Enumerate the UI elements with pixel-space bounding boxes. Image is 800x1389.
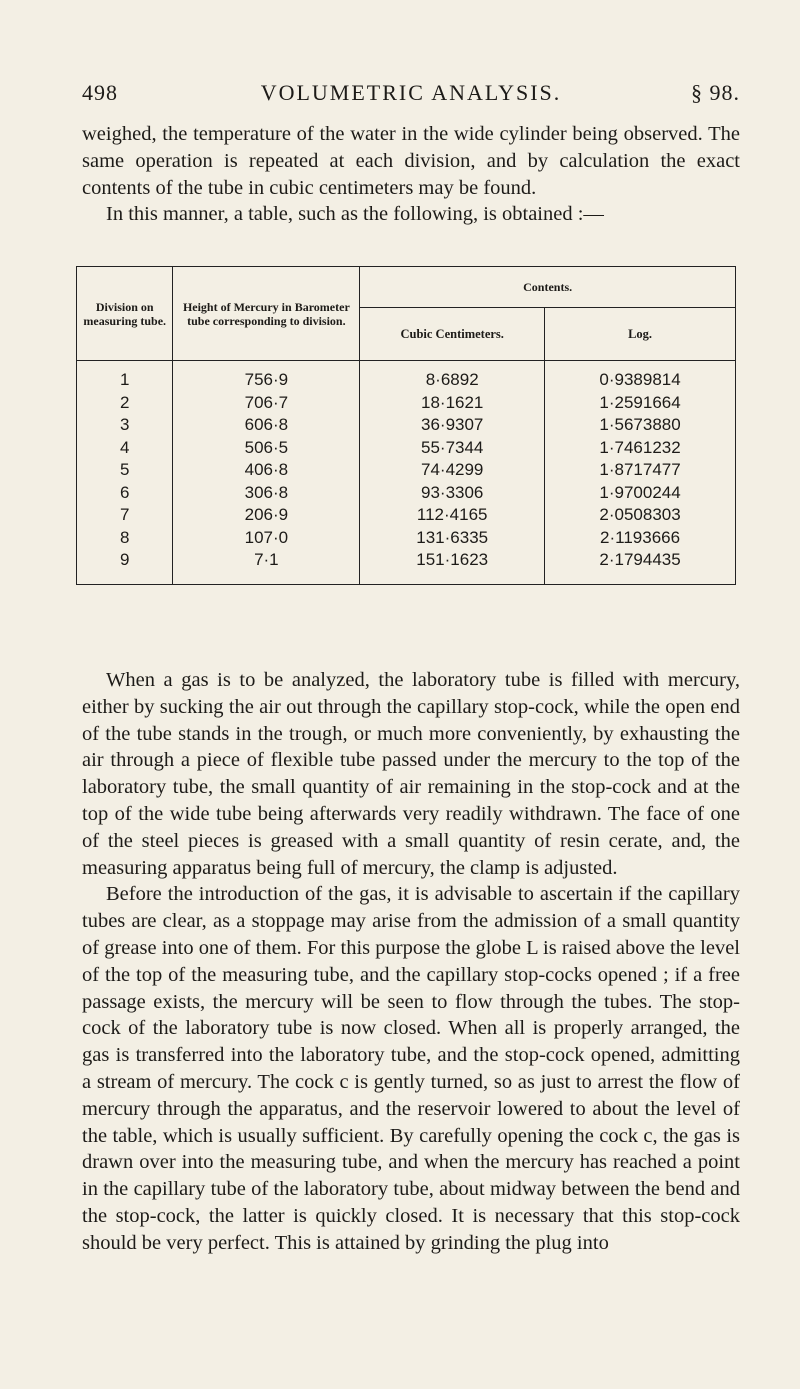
table-row <box>77 459 736 482</box>
table-row <box>77 392 736 415</box>
cell-cubic: 151·1623 <box>360 549 545 584</box>
cell-cubic: 131·6335 <box>360 527 545 550</box>
cell-height: 306·8 <box>173 482 360 505</box>
cell-cubic: 93·3306 <box>360 482 545 505</box>
body-paragraph-2: Before the introduction of the gas, it is advisable to ascertain if the capillary tubes are clear, as a stoppage may arise from the admission of a small quantity of grease into one of them. For this purpose the globe L is raised above the level of the top of the measuring tube, and the capillary stop-cocks opened ; if a free passage exists, the mercury will be seen to flow through the tubes. The stop-cock of the laboratory tube is now closed. When all is properly arranged, the gas is transferred into the laboratory tube, and the stop-cock opened, admitting a stream of mercury. The cock c is gently turned, so as just to arrest the flow of mercury through the apparatus, and the reservoir lowered to about the level of the table, which is usually sufficient. By carefully opening the cock c, the gas is drawn over into the measuring tube, and when the mercury has reached a point in the capillary tube of the laboratory tube, about midway between the bend and the stop-cock, the latter is quickly closed. It is necessary that this stop-cock should be very perfect. This is attained by grinding the plug into <box>82 883 740 1254</box>
cell-height: 506·5 <box>173 437 360 460</box>
cell-division: 4 <box>77 437 173 460</box>
cell-division: 8 <box>77 527 173 550</box>
cell-height: 7·1 <box>173 549 360 584</box>
header-division: Division on measuring tube. <box>77 267 173 361</box>
cell-log: 2·1794435 <box>545 549 736 584</box>
cell-division: 7 <box>77 504 173 527</box>
table-row <box>77 361 736 392</box>
intro-text <box>82 121 740 228</box>
intro-paragraph-1: weighed, the temperature of the water in the wide cylinder being observed. The same operation is repeated at each division, and by calculation the exact contents of the tube in cubic centimeters may be found. <box>82 123 740 199</box>
cell-height: 206·9 <box>173 504 360 527</box>
cell-cubic: 36·9307 <box>360 414 545 437</box>
cell-log: 1·2591664 <box>545 392 736 415</box>
cell-division: 1 <box>77 361 173 392</box>
table-row <box>77 482 736 505</box>
cell-log: 1·9700244 <box>545 482 736 505</box>
cell-division: 9 <box>77 549 173 584</box>
cell-cubic: 18·1621 <box>360 392 545 415</box>
table-row <box>77 527 736 550</box>
cell-height: 107·0 <box>173 527 360 550</box>
table-row <box>77 504 736 527</box>
cell-cubic: 112·4165 <box>360 504 545 527</box>
cell-height: 756·9 <box>173 361 360 392</box>
body-text <box>82 667 740 1257</box>
table-row <box>77 414 736 437</box>
cell-cubic: 8·6892 <box>360 361 545 392</box>
header-contents: Contents. <box>360 267 736 308</box>
intro-paragraph-2: In this manner, a table, such as the following, is obtained :— <box>106 203 604 226</box>
cell-height: 606·8 <box>173 414 360 437</box>
running-title: VOLUMETRIC ANALYSIS. <box>260 80 562 105</box>
table-row <box>77 437 736 460</box>
cell-cubic: 74·4299 <box>360 459 545 482</box>
cell-log: 2·0508303 <box>545 504 736 527</box>
cell-height: 406·8 <box>173 459 360 482</box>
running-header <box>82 80 740 110</box>
section-number: § 98. <box>691 80 740 105</box>
cell-log: 0·9389814 <box>545 361 736 392</box>
table-row <box>77 549 736 584</box>
calibration-table <box>76 266 736 585</box>
cell-log: 1·7461232 <box>545 437 736 460</box>
cell-log: 1·5673880 <box>545 414 736 437</box>
cell-log: 1·8717477 <box>545 459 736 482</box>
cell-log: 2·1193666 <box>545 527 736 550</box>
cell-division: 2 <box>77 392 173 415</box>
header-log: Log. <box>545 308 736 361</box>
cell-cubic: 55·7344 <box>360 437 545 460</box>
body-paragraph-1: When a gas is to be analyzed, the laboratory tube is filled with mercury, either by sucking the air out through the capillary stop-cock, while the open end of the tube stands in the trough, or much more conveniently, by exhausting the air through a piece of flexible tube passed under the mercury to the top of the laboratory tube, the small quantity of air remaining in the stop-cock and at the top of the wide tube being afterwards very readily withdrawn. The face of one of the steel pieces is greased with a small quantity of resin cerate, and, the measuring apparatus being full of mercury, the clamp is adjusted. <box>82 669 740 879</box>
table-body <box>77 361 736 585</box>
cell-height: 706·7 <box>173 392 360 415</box>
header-cubic-centimeters: Cubic Centimeters. <box>360 308 545 361</box>
cell-division: 5 <box>77 459 173 482</box>
cell-division: 6 <box>77 482 173 505</box>
page-number: 498 <box>82 80 118 105</box>
cell-division: 3 <box>77 414 173 437</box>
header-height: Height of Mercury in Barometer tube corresponding to division. <box>173 267 360 361</box>
